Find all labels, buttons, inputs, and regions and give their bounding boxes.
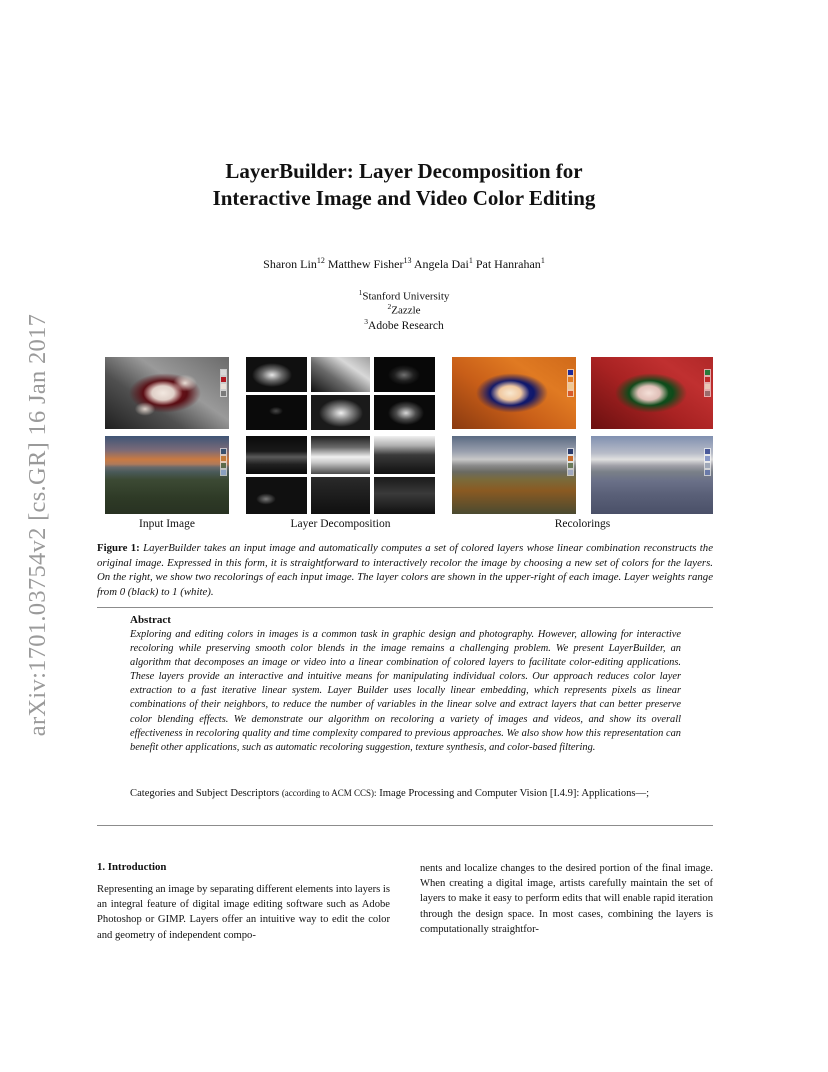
layer-color-swatch bbox=[221, 456, 226, 461]
arxiv-stamp bbox=[18, 290, 58, 760]
abstract-section bbox=[130, 614, 681, 755]
layer-color-swatch bbox=[568, 377, 573, 382]
layer-color-swatch bbox=[568, 391, 573, 396]
layer-color-swatch bbox=[705, 456, 710, 461]
layer-color-swatch bbox=[221, 449, 226, 454]
layer-color-swatch bbox=[705, 470, 710, 475]
layer-color-swatch bbox=[568, 449, 573, 454]
layer-tile bbox=[374, 395, 435, 430]
figure-label-input: Input Image bbox=[139, 518, 195, 530]
layer-tile bbox=[311, 477, 370, 514]
affiliation-name: Stanford University bbox=[362, 290, 450, 303]
author-name: Matthew Fisher bbox=[327, 257, 404, 271]
layer-color-swatch bbox=[705, 377, 710, 382]
author-name: Angela Dai bbox=[413, 257, 469, 271]
ccs-note: (according to ACM CCS): bbox=[281, 788, 377, 798]
ccs-label: Categories and Subject Descriptors bbox=[130, 788, 280, 799]
affiliation-name: Adobe Research bbox=[368, 319, 444, 332]
layer-color-swatch bbox=[705, 463, 710, 468]
intro-left-column: Representing an image by separating different elements into layers is an integral feature of digital image editing software such as Adobe Photoshop or GIMP. Layers offer an intuitive way to edit the color and geometry of independent compo- bbox=[97, 884, 390, 941]
affiliation bbox=[100, 288, 708, 303]
recoloring-image-landscape-1 bbox=[452, 436, 576, 514]
layer-tile bbox=[246, 357, 307, 392]
paper-title-line-2: Interactive Image and Video Color Editing bbox=[212, 186, 596, 210]
ccs-text: Image Processing and Computer Vision [I.4.9]: Applications—; bbox=[379, 788, 650, 799]
figure-caption bbox=[97, 541, 713, 599]
affiliation-sup: 1 bbox=[358, 288, 363, 297]
figure-label-recolorings: Recolorings bbox=[554, 518, 611, 530]
author-name: Sharon Lin bbox=[263, 257, 317, 271]
layer-tile bbox=[311, 395, 370, 430]
intro-right-column: nents and localize changes to the desired portion of the final image. When creating a digital image, artists carefully maintain the set of layers to make it easy to perform edits that will enable rapid iteration through the design space. In most cases, combining the layers is computationally straightfor- bbox=[420, 863, 713, 935]
layer-color-swatch bbox=[568, 456, 573, 461]
affiliation bbox=[100, 302, 708, 317]
layer-color-swatch bbox=[221, 384, 226, 389]
figure-label-layers: Layer Decomposition bbox=[290, 518, 391, 530]
figure-caption-label: Figure 1: bbox=[97, 542, 140, 554]
layer-tile bbox=[374, 477, 435, 514]
layer-tile bbox=[311, 436, 370, 474]
author-affil-sup: 1 bbox=[540, 256, 545, 265]
layer-color-swatch bbox=[221, 463, 226, 468]
layer-tile bbox=[246, 436, 307, 474]
layer-color-swatch bbox=[568, 384, 573, 389]
layer-color-swatch bbox=[705, 449, 710, 454]
author-affil-sup: 13 bbox=[403, 256, 412, 265]
layer-color-swatch bbox=[221, 370, 226, 375]
layer-color-swatch bbox=[221, 470, 226, 475]
arxiv-stamp-text: arXiv:1701.03754v2 [cs.GR] 16 Jan 2017 bbox=[24, 313, 51, 737]
author-affil-sup: 12 bbox=[316, 256, 325, 265]
abstract-body: Exploring and editing colors in images is a common task in graphic design and photography. However, allowing for interactive recoloring while preserving smooth color blends in the image remains a challenging problem. We present LayerBuilder, an algorithm that decomposes an image or video into a linear combination of colored layers to facilitate color-editing applications. These layers provide an interactive and intuitive means for manipulating individual colors. Our approach reduces color layer extraction to a fast iterative linear system. Layer Builder uses locally linear embedding, which represents pixels as linear combinations of their neighbors, to reduce the number of variables in the linear solve and extract layers that can better preserve color blending effects. We demonstrate our algorithm on recoloring a variety of images and videos, and show its overall effectiveness in recoloring quality and time complexity compared to previous approaches. We also show how this representation can benefit other applications, such as automatic recoloring suggestion, texture synthesis, and color-based filtering. bbox=[130, 629, 681, 753]
author-name: Pat Hanrahan bbox=[475, 257, 541, 271]
affiliation-name: Zazzle bbox=[391, 304, 421, 317]
layer-color-swatch bbox=[705, 384, 710, 389]
layer-tile bbox=[246, 395, 307, 430]
layer-color-swatch bbox=[221, 377, 226, 382]
divider-rule bbox=[97, 607, 713, 608]
paper-title-line-1: LayerBuilder: Layer Decomposition for bbox=[225, 159, 583, 183]
affiliation bbox=[100, 317, 708, 332]
input-image-landscape bbox=[105, 436, 229, 514]
section-heading: 1. Introduction bbox=[97, 861, 167, 873]
affiliation-sup: 3 bbox=[364, 317, 369, 326]
input-image-floral bbox=[105, 357, 229, 429]
abstract-heading: Abstract bbox=[130, 614, 171, 626]
author-list bbox=[100, 256, 708, 272]
layer-color-swatch bbox=[705, 391, 710, 396]
layer-tile bbox=[246, 477, 307, 514]
layer-color-swatch bbox=[568, 370, 573, 375]
recoloring-image-floral-2 bbox=[591, 357, 713, 429]
ccs-descriptors bbox=[130, 786, 681, 801]
affiliation-sup: 2 bbox=[387, 302, 392, 311]
layer-color-swatch bbox=[221, 391, 226, 396]
layer-tile bbox=[311, 357, 370, 392]
recoloring-image-landscape-2 bbox=[591, 436, 713, 514]
layer-tile bbox=[374, 357, 435, 392]
divider-rule bbox=[97, 825, 713, 826]
layer-tile bbox=[374, 436, 435, 474]
layer-color-swatch bbox=[568, 470, 573, 475]
layer-color-swatch bbox=[705, 370, 710, 375]
author-affil-sup: 1 bbox=[468, 256, 473, 265]
figure-caption-text: LayerBuilder takes an input image and automatically computes a set of colored layers whose linear combination reconstructs the original image. Expressed in this form, it is straightforward to interactively recolor the image by choosing a new set of colors for the layers. On the right, we show two recolorings of each input image. The layer colors are shown in the upper-right of each image. Layer weights range from 0 (black) to 1 (white). bbox=[97, 542, 713, 598]
recoloring-image-floral-1 bbox=[452, 357, 576, 429]
layer-color-swatch bbox=[568, 463, 573, 468]
